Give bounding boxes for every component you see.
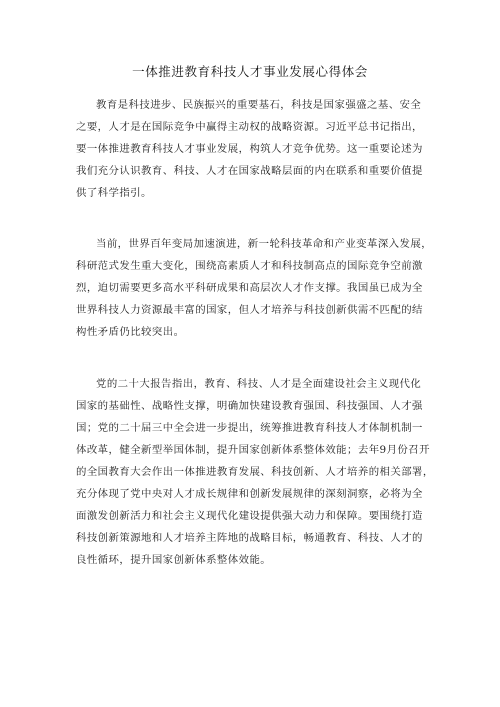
paragraph-line: 烈，迫切需要更多高水平科研成果和高层次人才作支撑。我国虽已成为全 — [76, 282, 423, 294]
paragraph-line: 面激发创新活力和社会主义现代化建设提供强大动力和保障。要围绕打造 — [76, 510, 423, 522]
paragraph-2 — [76, 233, 433, 343]
paragraph-line: 充分体现了党中央对人才成长规律和创新发展规律的深刻洞察，必将为全 — [76, 488, 423, 500]
paragraph-line: 要一体推进教育科技人才事业发展，构筑人才竞争优势。这一重要论述为 — [76, 143, 423, 155]
paragraph-line: 之要，人才是在国际竞争中赢得主动权的战略资源。习近平总书记指出， — [76, 121, 423, 133]
paragraph-line: 科研范式发生重大变化，围绕高素质人才和科技制高点的国际竞争空前激 — [76, 260, 423, 272]
paragraph-line: 的全国教育大会作出一体推进教育发展、科技创新、人才培养的相关部署， — [76, 466, 434, 478]
paragraph-line: 体改革，健全新型举国体制，提升国家创新体系整体效能；去年9月份召开 — [76, 444, 430, 456]
paragraph-line: 构性矛盾仍比较突出。 — [76, 326, 185, 338]
paragraph-line: 供了科学指引。 — [76, 187, 152, 199]
paragraph-line: 当前，世界百年变局加速演进，新一轮科技革命和产业变革深入发展， — [96, 238, 433, 250]
document-title: 一体推进教育科技人才事业发展心得体会 — [132, 64, 368, 79]
paragraph-line: 良性循环，提升国家创新体系整体效能。 — [76, 554, 272, 566]
paragraph-line: 党的二十大报告指出，教育、科技、人才是全面建设社会主义现代化 — [96, 378, 422, 390]
paragraph-line: 世界科技人力资源最丰富的国家，但人才培养与科技创新供需不匹配的结 — [76, 304, 423, 316]
paragraph-3 — [76, 373, 434, 571]
paragraph-line: 我们充分认识教育、科技、人才在国家战略层面的内在联系和重要价值提 — [76, 165, 423, 177]
paragraph-line: 国；党的二十届三中全会进一步提出，统筹推进教育科技人才体制机制一 — [76, 422, 423, 434]
paragraph-line: 教育是科技进步、民族振兴的重要基石，科技是国家强盛之基、安全 — [96, 99, 422, 111]
paragraph-line: 科技创新策源地和人才培养主阵地的战略目标，畅通教育、科技、人才的 — [76, 532, 423, 544]
paragraph-line: 国家的基础性、战略性支撑，明确加快建设教育强国、科技强国、人才强 — [76, 400, 423, 412]
paragraph-1 — [76, 94, 426, 204]
